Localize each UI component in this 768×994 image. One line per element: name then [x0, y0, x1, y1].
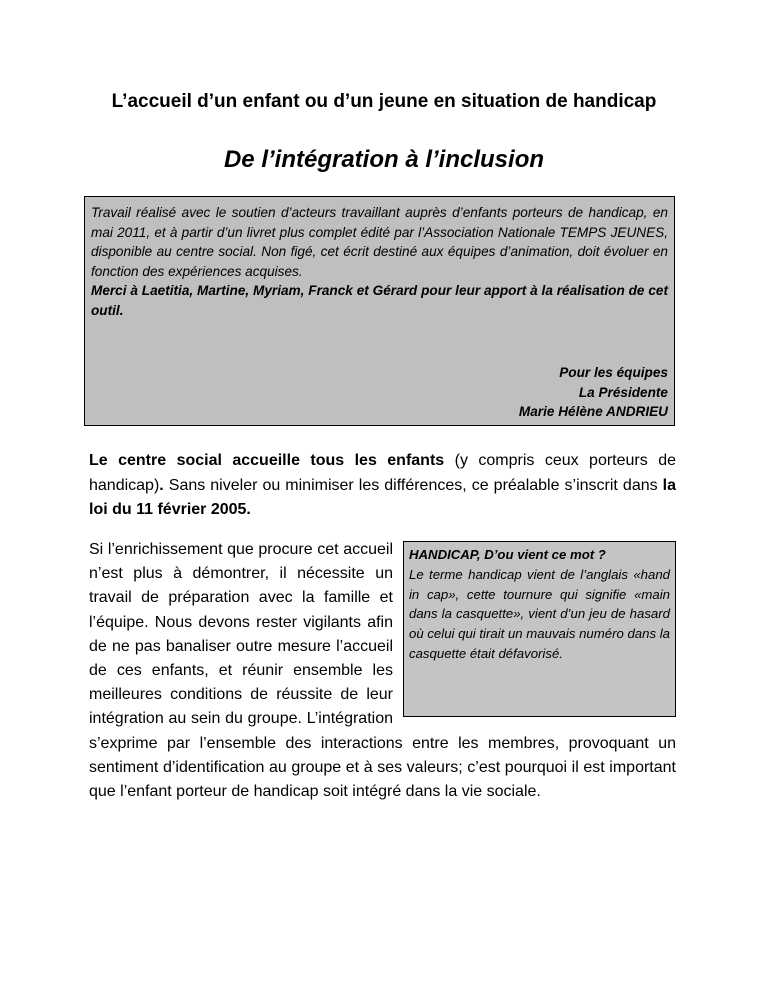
signature-line-1: Pour les équipes [559, 365, 668, 380]
paragraph-welcome-text-2: Sans niveler ou minimiser les différences, ce préalable s’inscrit dans [163, 476, 663, 494]
paragraph-welcome-bold-dot: . [159, 476, 164, 494]
intro-box [84, 196, 675, 426]
handicap-origin-body: Le terme handicap vient de l’anglais «hand in cap», cette tournure qui signifie «main dans la casquette», vient d’un jeu de hasard où celui qui tirait un mauvais numéro dans la casquette était défavorisé. [409, 566, 670, 661]
handicap-origin-title: HANDICAP, D’ou vient ce mot ? [409, 547, 606, 562]
intro-text: Travail réalisé avec le soutien d’acteurs travaillant auprès d’enfants porteurs de handicap, en mai 2011, et à partir d’un livret plus complet édité par l’Association Nationale TEMPS JEUNES, disponible au centre social. Non figé, cet écrit destiné aux équipes d’animation, doit évoluer en fonction des expériences acquises. [91, 205, 668, 279]
paragraph-welcome-text-1: (y compris ceux porteurs de handicap) [89, 452, 676, 494]
signature-line-2: La Présidente [578, 384, 668, 400]
paragraph-integration: Si l’enrichissement que procure cet accueil n’est plus à démontrer, il nécessite un travail de préparation avec la famille et l’équipe. Nous devons rester vigilants afin de ne pas banaliser outre mesure l’accueil de ces enfants, et réunir ensemble les meilleures conditions de réussite de leur intégration au sein du groupe. L’intégration s’exprime par l’ensemble des interactions entre les membres, provoquant un sentiment d’identification au groupe et à ses valeurs; c’est pourquoi il est important que l’enfant porteur de handicap soit intégré dans la vie sociale. [89, 541, 676, 801]
paragraph-welcome-bold-start: Le centre social accueille tous les enfants [89, 452, 445, 469]
signature-block [519, 363, 668, 422]
document-title: L’accueil d’un enfant ou d’un jeune en situation de handicap [111, 91, 657, 112]
handicap-origin-box [403, 541, 676, 717]
document-subtitle: De l’intégration à l’inclusion [223, 146, 545, 173]
paragraph-welcome-law: la loi du 11 février 2005. [89, 476, 676, 518]
paragraph-integration-block [89, 538, 676, 804]
signature-line-3: Marie Hélène ANDRIEU [518, 404, 668, 419]
paragraph-welcome [89, 449, 676, 523]
intro-thanks: Merci à Laetitia, Martine, Myriam, Franck et Gérard pour leur apport à la réalisation de cet outil. [91, 283, 668, 318]
